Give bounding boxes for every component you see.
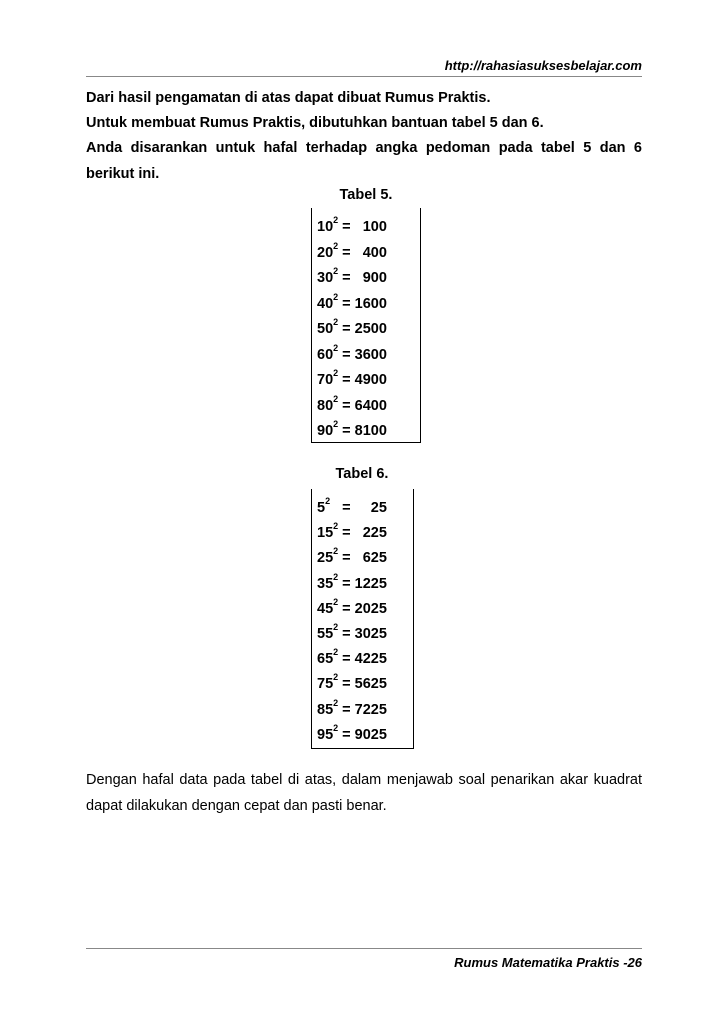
- row-value: = 225: [338, 525, 387, 542]
- row-value: = 2025: [338, 600, 387, 617]
- paragraph-1: Dari hasil pengamatan di atas dapat dibuat Rumus Praktis.: [86, 90, 491, 106]
- row-base: 90: [317, 422, 334, 439]
- row-exponent: 2: [333, 419, 339, 429]
- paragraph-2: Untuk membuat Rumus Praktis, dibutuhkan bantuan tabel 5 dan 6.: [86, 115, 544, 131]
- row-base: 65: [317, 651, 334, 668]
- row-value: = 1225: [338, 575, 387, 592]
- row-value: = 7225: [338, 701, 387, 718]
- table-row: [317, 491, 387, 516]
- row-base: 55: [317, 625, 334, 642]
- row-value: = 6400: [338, 397, 387, 414]
- row-base: 5: [317, 499, 326, 516]
- table-row: [317, 312, 387, 337]
- row-exponent: 2: [333, 342, 339, 353]
- row-value: = 400: [338, 244, 387, 261]
- row-exponent: 2: [333, 317, 339, 327]
- row-base: 80: [317, 397, 334, 414]
- table-6-title: Tabel 6.: [335, 466, 389, 482]
- table-row: [317, 718, 387, 743]
- table-row: [317, 592, 387, 617]
- header-url: http://rahasiasuksesbelajar.com: [444, 58, 642, 73]
- row-value: = 9025: [338, 726, 387, 743]
- table-6: [311, 489, 414, 749]
- row-exponent: 2: [333, 266, 339, 276]
- row-base: 10: [317, 218, 334, 235]
- row-base: 15: [317, 525, 334, 542]
- row-base: 60: [317, 346, 334, 363]
- row-base: 35: [317, 575, 334, 592]
- row-exponent: 2: [333, 546, 339, 557]
- row-exponent: 2: [325, 496, 331, 506]
- table-row: [317, 363, 387, 388]
- row-exponent: 2: [333, 596, 339, 607]
- row-exponent: 2: [333, 647, 339, 658]
- table-row: [317, 261, 387, 286]
- row-base: 75: [317, 676, 334, 693]
- table-row: [317, 541, 387, 566]
- row-base: 85: [317, 701, 334, 718]
- row-base: 30: [317, 269, 334, 286]
- row-value: = 4225: [338, 651, 387, 668]
- table-row: [317, 210, 387, 235]
- row-exponent: 2: [333, 215, 339, 225]
- row-value: = 625: [338, 550, 387, 567]
- row-value: = 8100: [338, 422, 387, 439]
- row-value: = 4900: [338, 371, 387, 388]
- row-exponent: 2: [333, 622, 339, 632]
- footer-text: Rumus Matematika Praktis -26: [454, 955, 642, 970]
- row-exponent: 2: [333, 240, 339, 251]
- row-base: 20: [317, 244, 334, 261]
- row-exponent: 2: [333, 571, 339, 582]
- row-value: = 25: [330, 499, 387, 516]
- row-exponent: 2: [333, 368, 339, 378]
- row-value: = 1600: [338, 295, 387, 312]
- row-base: 40: [317, 295, 334, 312]
- row-exponent: 2: [333, 672, 339, 683]
- row-value: = 900: [338, 269, 387, 286]
- table-row: [317, 338, 387, 363]
- table-row: [317, 617, 387, 642]
- table-5: [311, 208, 421, 443]
- row-exponent: 2: [333, 393, 339, 404]
- row-base: 25: [317, 550, 334, 567]
- table-row: [317, 693, 387, 718]
- paragraph-3: Anda disarankan untuk hafal terhadap angka pedoman pada tabel 5 dan 6 berikut ini.: [86, 140, 642, 182]
- row-exponent: 2: [333, 521, 339, 532]
- row-value: = 100: [338, 218, 387, 235]
- table-row: [317, 389, 387, 414]
- table-row: [317, 516, 387, 541]
- table-row: [317, 236, 387, 261]
- row-exponent: 2: [333, 722, 339, 733]
- row-base: 50: [317, 320, 334, 337]
- row-base: 45: [317, 600, 334, 617]
- row-value: = 2500: [338, 320, 387, 337]
- row-base: 95: [317, 726, 334, 743]
- footer-rule: [86, 948, 642, 949]
- row-value: = 3600: [338, 346, 387, 363]
- row-exponent: 2: [333, 697, 339, 708]
- header-rule: [86, 76, 642, 77]
- row-base: 70: [317, 371, 334, 388]
- table-row: [317, 414, 387, 439]
- paragraph-4: Dengan hafal data pada tabel di atas, dalam menjawab soal penarikan akar kuadrat dapat dilakukan dengan cepat dan pasti benar.: [86, 772, 642, 814]
- table-5-title: Tabel 5.: [339, 187, 393, 203]
- table-row: [317, 287, 387, 312]
- row-exponent: 2: [333, 291, 339, 302]
- table-row: [317, 642, 387, 667]
- table-row: [317, 567, 387, 592]
- table-row: [317, 667, 387, 692]
- row-value: = 3025: [338, 625, 387, 642]
- row-value: = 5625: [338, 676, 387, 693]
